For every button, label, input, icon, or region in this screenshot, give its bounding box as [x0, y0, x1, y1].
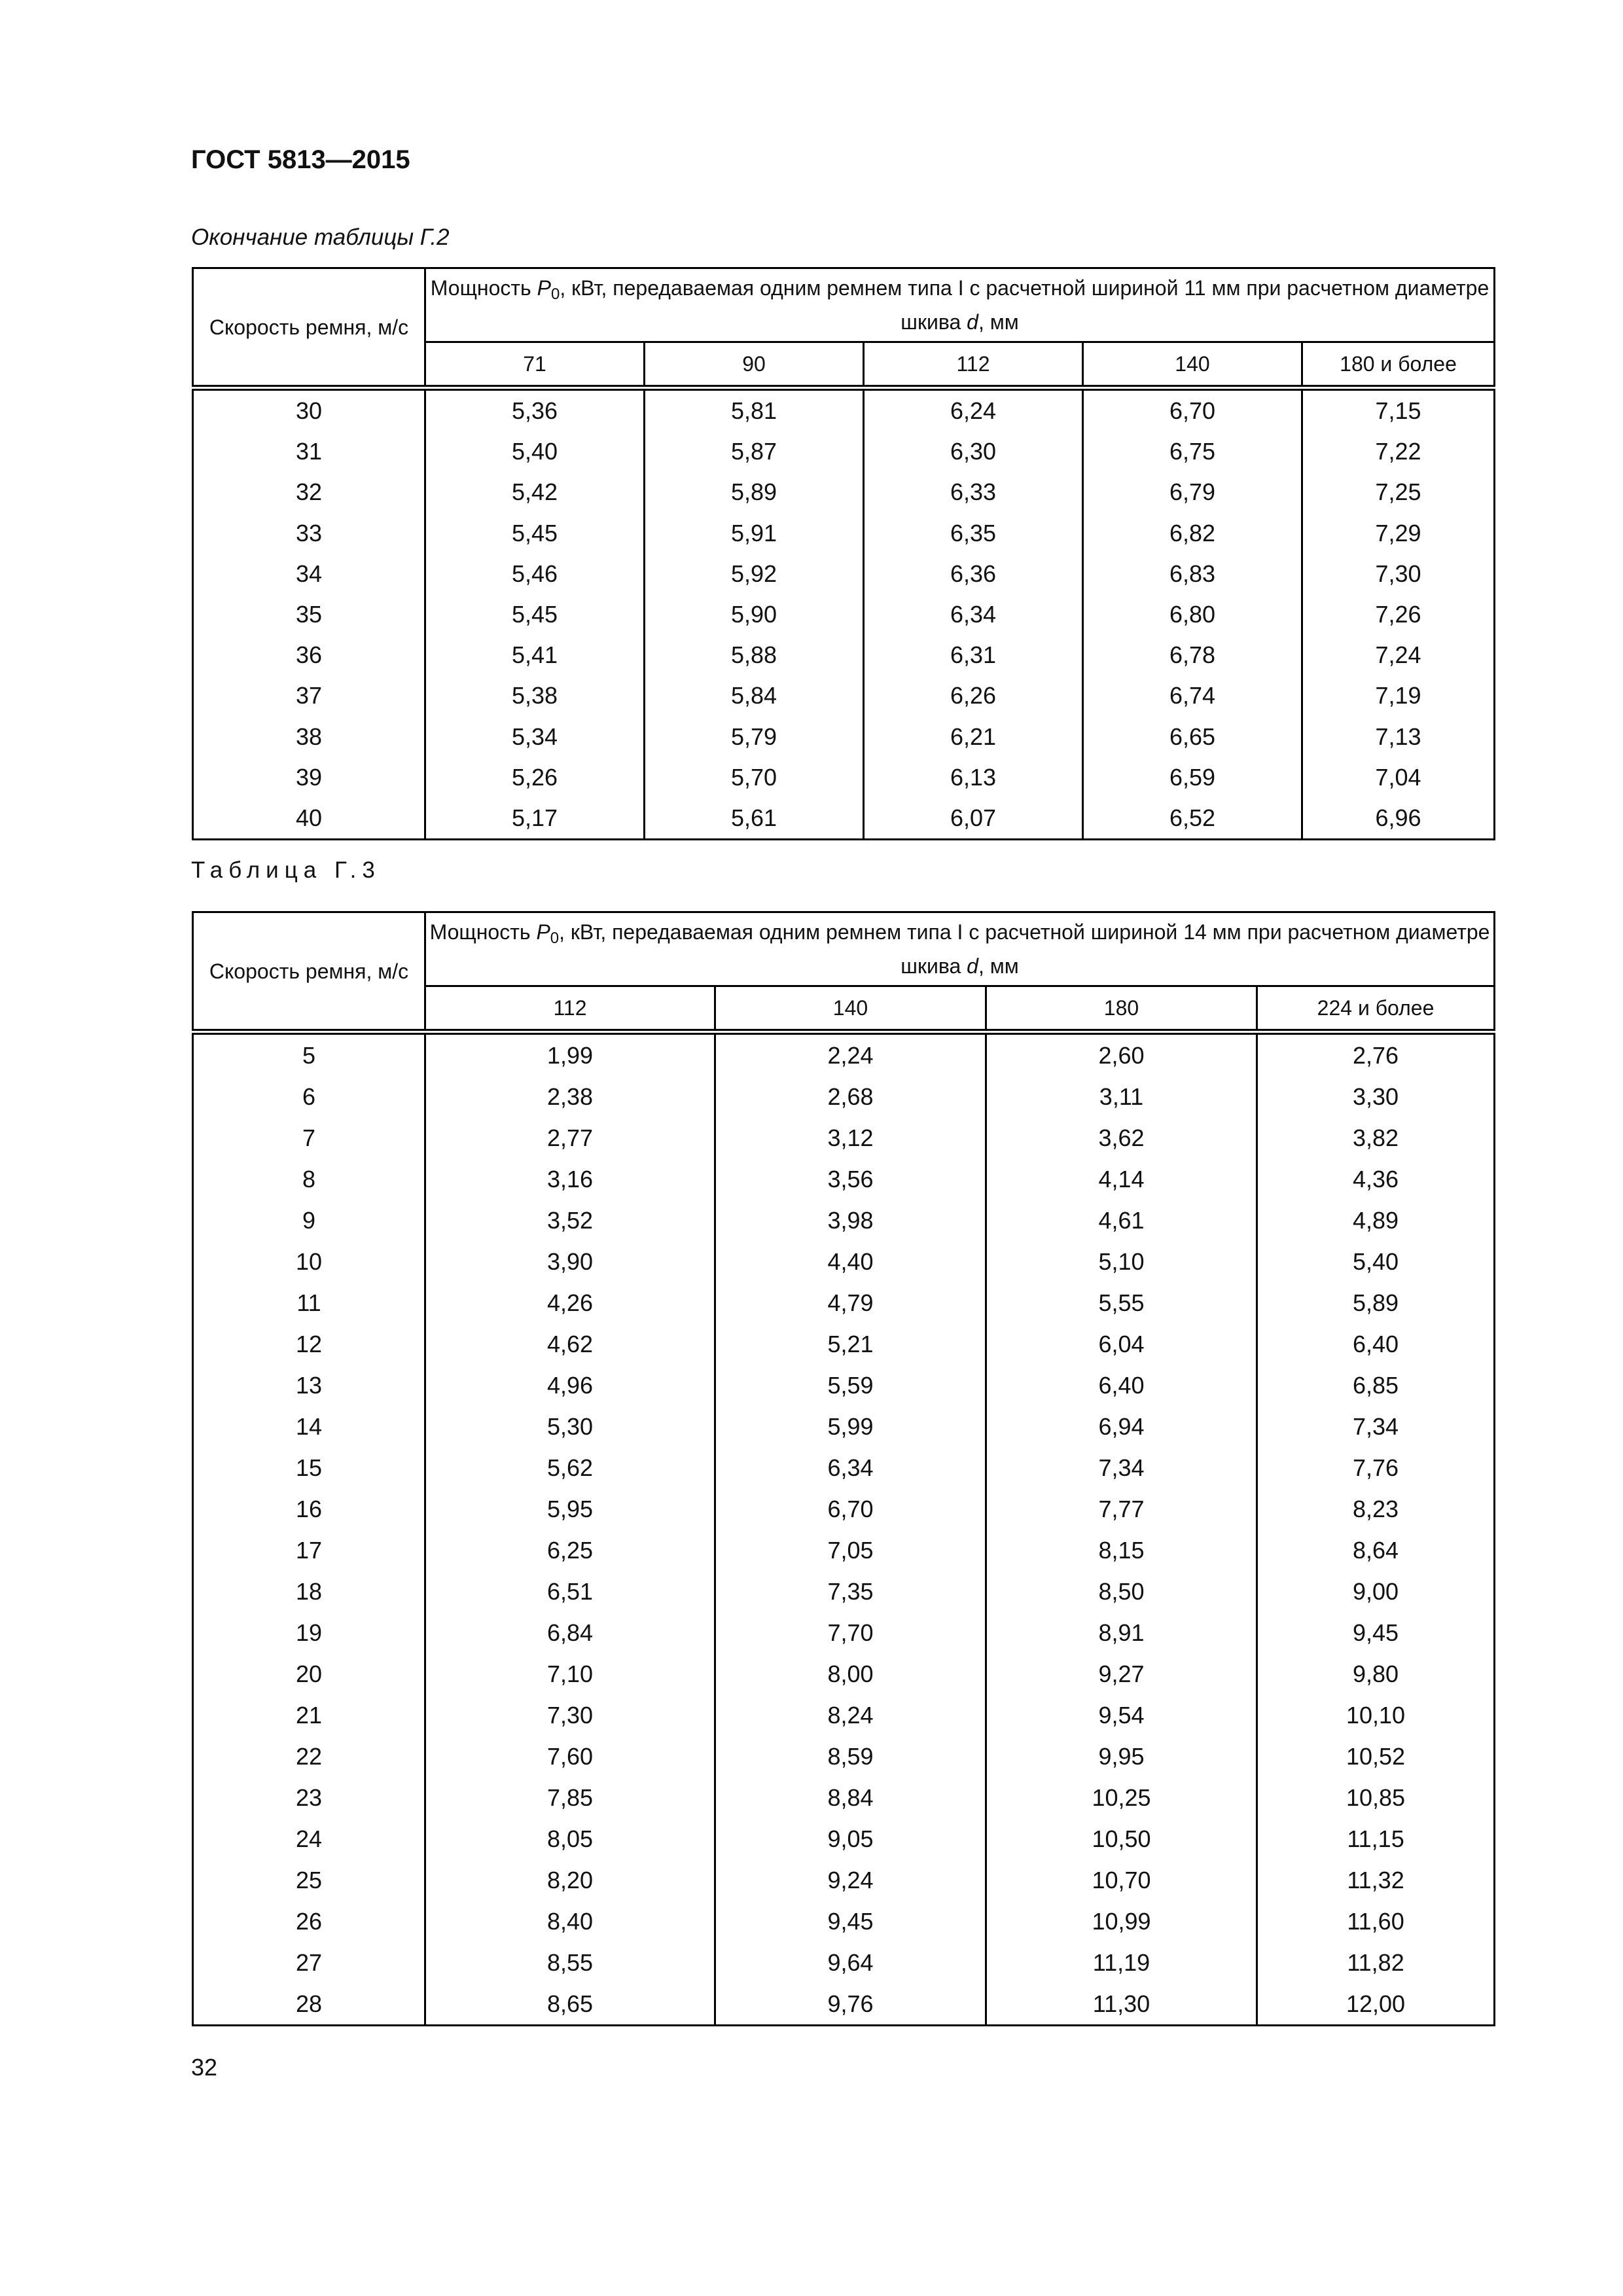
power-cell: 5,30 — [425, 1406, 715, 1447]
speed-cell: 33 — [193, 513, 425, 554]
power-cell: 7,26 — [1302, 594, 1495, 635]
table-g2-body — [193, 388, 1495, 840]
table-g2 — [192, 267, 1495, 840]
power-cell: 2,77 — [425, 1117, 715, 1158]
table-g3-caption: Таблица Г.3 — [191, 857, 381, 883]
power-cell: 4,89 — [1257, 1200, 1495, 1241]
power-cell: 5,45 — [425, 513, 645, 554]
table-row — [193, 1901, 1495, 1942]
power-cell: 7,22 — [1302, 431, 1495, 472]
power-cell: 7,70 — [715, 1612, 986, 1653]
table-row — [193, 1241, 1495, 1282]
power-cell: 10,10 — [1257, 1695, 1495, 1736]
power-cell: 6,59 — [1083, 757, 1302, 798]
power-cell: 9,80 — [1257, 1653, 1495, 1695]
speed-cell: 32 — [193, 472, 425, 512]
power-cell: 6,52 — [1083, 798, 1302, 840]
power-cell: 6,79 — [1083, 472, 1302, 512]
power-cell: 7,15 — [1302, 388, 1495, 432]
table-row — [193, 798, 1495, 840]
speed-column-header: Скорость ремня, м/с — [193, 268, 425, 388]
power-cell: 6,84 — [425, 1612, 715, 1653]
power-cell: 10,25 — [986, 1777, 1257, 1818]
power-cell: 5,79 — [645, 717, 864, 757]
power-cell: 5,88 — [645, 635, 864, 675]
speed-cell: 34 — [193, 554, 425, 594]
speed-cell: 8 — [193, 1158, 425, 1200]
speed-cell: 27 — [193, 1942, 425, 1983]
table-row — [193, 635, 1495, 675]
table-row — [193, 1200, 1495, 1241]
power-cell: 7,76 — [1257, 1447, 1495, 1488]
power-cell: 6,51 — [425, 1571, 715, 1612]
power-column-header — [425, 912, 1495, 986]
power-cell: 9,54 — [986, 1695, 1257, 1736]
power-cell: 10,99 — [986, 1901, 1257, 1942]
power-header-part3: , мм — [978, 310, 1019, 334]
power-cell: 5,84 — [645, 675, 864, 716]
power-cell: 11,30 — [986, 1983, 1257, 2026]
speed-cell: 38 — [193, 717, 425, 757]
power-cell: 5,89 — [645, 472, 864, 512]
power-cell: 6,82 — [1083, 513, 1302, 554]
power-cell: 5,36 — [425, 388, 645, 432]
table-g3-body — [193, 1032, 1495, 2026]
power-cell: 8,50 — [986, 1571, 1257, 1612]
power-cell: 9,27 — [986, 1653, 1257, 1695]
power-cell: 6,24 — [864, 388, 1083, 432]
power-header-part1: Мощность — [429, 920, 537, 944]
power-cell: 10,85 — [1257, 1777, 1495, 1818]
speed-cell: 15 — [193, 1447, 425, 1488]
speed-cell: 31 — [193, 431, 425, 472]
power-cell: 6,36 — [864, 554, 1083, 594]
power-cell: 7,30 — [425, 1695, 715, 1736]
page-number: 32 — [191, 2054, 218, 2081]
table-row — [193, 554, 1495, 594]
power-cell: 5,70 — [645, 757, 864, 798]
speed-cell: 16 — [193, 1488, 425, 1530]
table-row — [193, 594, 1495, 635]
power-cell: 6,07 — [864, 798, 1083, 840]
power-cell: 3,56 — [715, 1158, 986, 1200]
diameter-header: 224 и более — [1257, 986, 1495, 1032]
power-column-header — [425, 268, 1495, 342]
power-cell: 6,34 — [864, 594, 1083, 635]
power-cell: 5,55 — [986, 1282, 1257, 1323]
power-cell: 6,80 — [1083, 594, 1302, 635]
power-cell: 6,40 — [1257, 1323, 1495, 1365]
power-cell: 7,34 — [1257, 1406, 1495, 1447]
table-row — [193, 717, 1495, 757]
power-cell: 3,30 — [1257, 1076, 1495, 1117]
speed-column-header: Скорость ремня, м/с — [193, 912, 425, 1032]
table-row — [193, 1571, 1495, 1612]
power-cell: 7,34 — [986, 1447, 1257, 1488]
power-cell: 3,52 — [425, 1200, 715, 1241]
power-cell: 6,40 — [986, 1365, 1257, 1406]
power-cell: 6,78 — [1083, 635, 1302, 675]
speed-cell: 19 — [193, 1612, 425, 1653]
table-row — [193, 1488, 1495, 1530]
power-cell: 5,87 — [645, 431, 864, 472]
speed-cell: 17 — [193, 1530, 425, 1571]
power-cell: 8,40 — [425, 1901, 715, 1942]
speed-cell: 26 — [193, 1901, 425, 1942]
power-cell: 5,34 — [425, 717, 645, 757]
power-cell: 8,24 — [715, 1695, 986, 1736]
power-cell: 8,05 — [425, 1818, 715, 1859]
table-row — [193, 1032, 1495, 1077]
table-row — [193, 388, 1495, 432]
power-cell: 7,35 — [715, 1571, 986, 1612]
power-cell: 2,38 — [425, 1076, 715, 1117]
power-cell: 7,05 — [715, 1530, 986, 1571]
power-cell: 11,15 — [1257, 1818, 1495, 1859]
power-cell: 4,26 — [425, 1282, 715, 1323]
power-cell: 5,61 — [645, 798, 864, 840]
power-cell: 5,17 — [425, 798, 645, 840]
power-cell: 4,61 — [986, 1200, 1257, 1241]
speed-cell: 7 — [193, 1117, 425, 1158]
table-row — [193, 1323, 1495, 1365]
table-row — [193, 1447, 1495, 1488]
power-cell: 7,29 — [1302, 513, 1495, 554]
power-cell: 5,92 — [645, 554, 864, 594]
power-cell: 6,85 — [1257, 1365, 1495, 1406]
table-row — [193, 513, 1495, 554]
speed-cell: 40 — [193, 798, 425, 840]
power-cell: 9,00 — [1257, 1571, 1495, 1612]
power-cell: 7,04 — [1302, 757, 1495, 798]
speed-cell: 35 — [193, 594, 425, 635]
power-cell: 5,59 — [715, 1365, 986, 1406]
table-row — [193, 1076, 1495, 1117]
power-cell: 5,40 — [1257, 1241, 1495, 1282]
power-cell: 5,90 — [645, 594, 864, 635]
table-row — [193, 1282, 1495, 1323]
power-cell: 8,65 — [425, 1983, 715, 2026]
power-cell: 5,26 — [425, 757, 645, 798]
power-cell: 8,59 — [715, 1736, 986, 1777]
power-header-part2: , кВт, передаваемая одним ремнем типа I с расчетной шириной 11 мм при расчетном диаметре шкива — [560, 276, 1489, 334]
table-row — [193, 1117, 1495, 1158]
table-row — [193, 1736, 1495, 1777]
power-cell: 9,24 — [715, 1859, 986, 1901]
power-cell: 3,12 — [715, 1117, 986, 1158]
power-cell: 1,99 — [425, 1032, 715, 1077]
power-cell: 6,74 — [1083, 675, 1302, 716]
power-cell: 5,81 — [645, 388, 864, 432]
table-row — [193, 757, 1495, 798]
power-cell: 5,45 — [425, 594, 645, 635]
power-cell: 7,60 — [425, 1736, 715, 1777]
power-cell: 4,62 — [425, 1323, 715, 1365]
table-row — [193, 1695, 1495, 1736]
power-cell: 9,95 — [986, 1736, 1257, 1777]
power-cell: 5,99 — [715, 1406, 986, 1447]
diameter-header: 90 — [645, 342, 864, 388]
table-row — [193, 1983, 1495, 2026]
table-row — [193, 1859, 1495, 1901]
table-row — [193, 1612, 1495, 1653]
power-cell: 5,46 — [425, 554, 645, 594]
speed-cell: 14 — [193, 1406, 425, 1447]
power-cell: 7,10 — [425, 1653, 715, 1695]
table-row — [193, 1406, 1495, 1447]
speed-cell: 11 — [193, 1282, 425, 1323]
power-cell: 11,19 — [986, 1942, 1257, 1983]
power-cell: 9,45 — [1257, 1612, 1495, 1653]
power-cell: 5,10 — [986, 1241, 1257, 1282]
power-cell: 6,21 — [864, 717, 1083, 757]
power-cell: 8,55 — [425, 1942, 715, 1983]
power-cell: 7,19 — [1302, 675, 1495, 716]
table-row — [193, 1530, 1495, 1571]
power-cell: 6,04 — [986, 1323, 1257, 1365]
power-header-part2: , кВт, передаваемая одним ремнем типа I с расчетной шириной 14 мм при расчетном диаметре шкива — [559, 920, 1490, 978]
power-cell: 8,23 — [1257, 1488, 1495, 1530]
power-cell: 3,82 — [1257, 1117, 1495, 1158]
speed-cell: 12 — [193, 1323, 425, 1365]
table-row — [193, 675, 1495, 716]
power-cell: 5,41 — [425, 635, 645, 675]
power-cell: 8,84 — [715, 1777, 986, 1818]
speed-cell: 21 — [193, 1695, 425, 1736]
speed-cell: 28 — [193, 1983, 425, 2026]
table-row — [193, 1653, 1495, 1695]
power-cell: 6,75 — [1083, 431, 1302, 472]
diameter-header: 71 — [425, 342, 645, 388]
speed-cell: 30 — [193, 388, 425, 432]
table-row — [193, 431, 1495, 472]
table-row — [193, 472, 1495, 512]
power-cell: 5,21 — [715, 1323, 986, 1365]
diameter-header: 140 — [715, 986, 986, 1032]
diameter-header: 112 — [864, 342, 1083, 388]
diameter-header: 180 и более — [1302, 342, 1495, 388]
power-cell: 5,62 — [425, 1447, 715, 1488]
power-cell: 6,33 — [864, 472, 1083, 512]
power-cell: 7,77 — [986, 1488, 1257, 1530]
speed-cell: 6 — [193, 1076, 425, 1117]
power-cell: 5,89 — [1257, 1282, 1495, 1323]
power-cell: 3,62 — [986, 1117, 1257, 1158]
power-cell: 6,31 — [864, 635, 1083, 675]
speed-cell: 20 — [193, 1653, 425, 1695]
power-symbol: P — [536, 920, 550, 944]
speed-cell: 5 — [193, 1032, 425, 1077]
speed-cell: 25 — [193, 1859, 425, 1901]
power-cell: 2,60 — [986, 1032, 1257, 1077]
table-g3 — [192, 911, 1495, 2026]
speed-cell: 37 — [193, 675, 425, 716]
power-cell: 10,70 — [986, 1859, 1257, 1901]
power-cell: 5,38 — [425, 675, 645, 716]
power-cell: 4,14 — [986, 1158, 1257, 1200]
power-cell: 9,05 — [715, 1818, 986, 1859]
power-cell: 8,64 — [1257, 1530, 1495, 1571]
power-subscript: 0 — [550, 929, 560, 947]
power-cell: 8,00 — [715, 1653, 986, 1695]
diameter-header: 180 — [986, 986, 1257, 1032]
power-cell: 9,64 — [715, 1942, 986, 1983]
power-cell: 5,42 — [425, 472, 645, 512]
power-cell: 6,13 — [864, 757, 1083, 798]
power-cell: 6,30 — [864, 431, 1083, 472]
power-cell: 7,30 — [1302, 554, 1495, 594]
document-header: ГОСТ 5813—2015 — [191, 145, 410, 174]
diameter-header: 112 — [425, 986, 715, 1032]
power-cell: 8,20 — [425, 1859, 715, 1901]
power-cell: 6,83 — [1083, 554, 1302, 594]
power-symbol: P — [537, 276, 551, 300]
table-row — [193, 1365, 1495, 1406]
power-cell: 10,52 — [1257, 1736, 1495, 1777]
power-cell: 8,91 — [986, 1612, 1257, 1653]
power-cell: 6,34 — [715, 1447, 986, 1488]
speed-cell: 13 — [193, 1365, 425, 1406]
power-cell: 6,70 — [715, 1488, 986, 1530]
power-header-part3: , мм — [978, 954, 1019, 978]
speed-cell: 10 — [193, 1241, 425, 1282]
power-cell: 10,50 — [986, 1818, 1257, 1859]
power-cell: 2,76 — [1257, 1032, 1495, 1077]
power-cell: 6,70 — [1083, 388, 1302, 432]
diameter-variable: d — [967, 954, 978, 978]
power-cell: 6,35 — [864, 513, 1083, 554]
power-cell: 6,96 — [1302, 798, 1495, 840]
power-cell: 4,36 — [1257, 1158, 1495, 1200]
speed-cell: 18 — [193, 1571, 425, 1612]
speed-cell: 22 — [193, 1736, 425, 1777]
speed-cell: 24 — [193, 1818, 425, 1859]
power-cell: 7,13 — [1302, 717, 1495, 757]
speed-cell: 36 — [193, 635, 425, 675]
diameter-variable: d — [967, 310, 978, 334]
power-cell: 7,25 — [1302, 472, 1495, 512]
table-row — [193, 1158, 1495, 1200]
diameter-header: 140 — [1083, 342, 1302, 388]
speed-cell: 39 — [193, 757, 425, 798]
speed-cell: 23 — [193, 1777, 425, 1818]
table-row — [193, 1942, 1495, 1983]
power-cell: 6,26 — [864, 675, 1083, 716]
power-cell: 12,00 — [1257, 1983, 1495, 2026]
power-cell: 8,15 — [986, 1530, 1257, 1571]
power-cell: 4,79 — [715, 1282, 986, 1323]
power-cell: 5,91 — [645, 513, 864, 554]
power-cell: 6,65 — [1083, 717, 1302, 757]
speed-cell: 9 — [193, 1200, 425, 1241]
power-cell: 6,25 — [425, 1530, 715, 1571]
power-cell: 4,40 — [715, 1241, 986, 1282]
table-row — [193, 1777, 1495, 1818]
table-g2-caption: Окончание таблицы Г.2 — [191, 224, 450, 250]
power-subscript: 0 — [550, 285, 560, 303]
power-cell: 3,16 — [425, 1158, 715, 1200]
power-cell: 6,94 — [986, 1406, 1257, 1447]
power-cell: 2,68 — [715, 1076, 986, 1117]
table-row — [193, 1818, 1495, 1859]
power-cell: 9,45 — [715, 1901, 986, 1942]
power-header-part1: Мощность — [430, 276, 537, 300]
power-cell: 11,60 — [1257, 1901, 1495, 1942]
power-cell: 2,24 — [715, 1032, 986, 1077]
power-cell: 7,85 — [425, 1777, 715, 1818]
power-cell: 11,82 — [1257, 1942, 1495, 1983]
power-cell: 3,90 — [425, 1241, 715, 1282]
power-cell: 5,40 — [425, 431, 645, 472]
power-cell: 11,32 — [1257, 1859, 1495, 1901]
power-cell: 5,95 — [425, 1488, 715, 1530]
power-cell: 9,76 — [715, 1983, 986, 2026]
power-cell: 4,96 — [425, 1365, 715, 1406]
power-cell: 3,11 — [986, 1076, 1257, 1117]
power-cell: 7,24 — [1302, 635, 1495, 675]
power-cell: 3,98 — [715, 1200, 986, 1241]
